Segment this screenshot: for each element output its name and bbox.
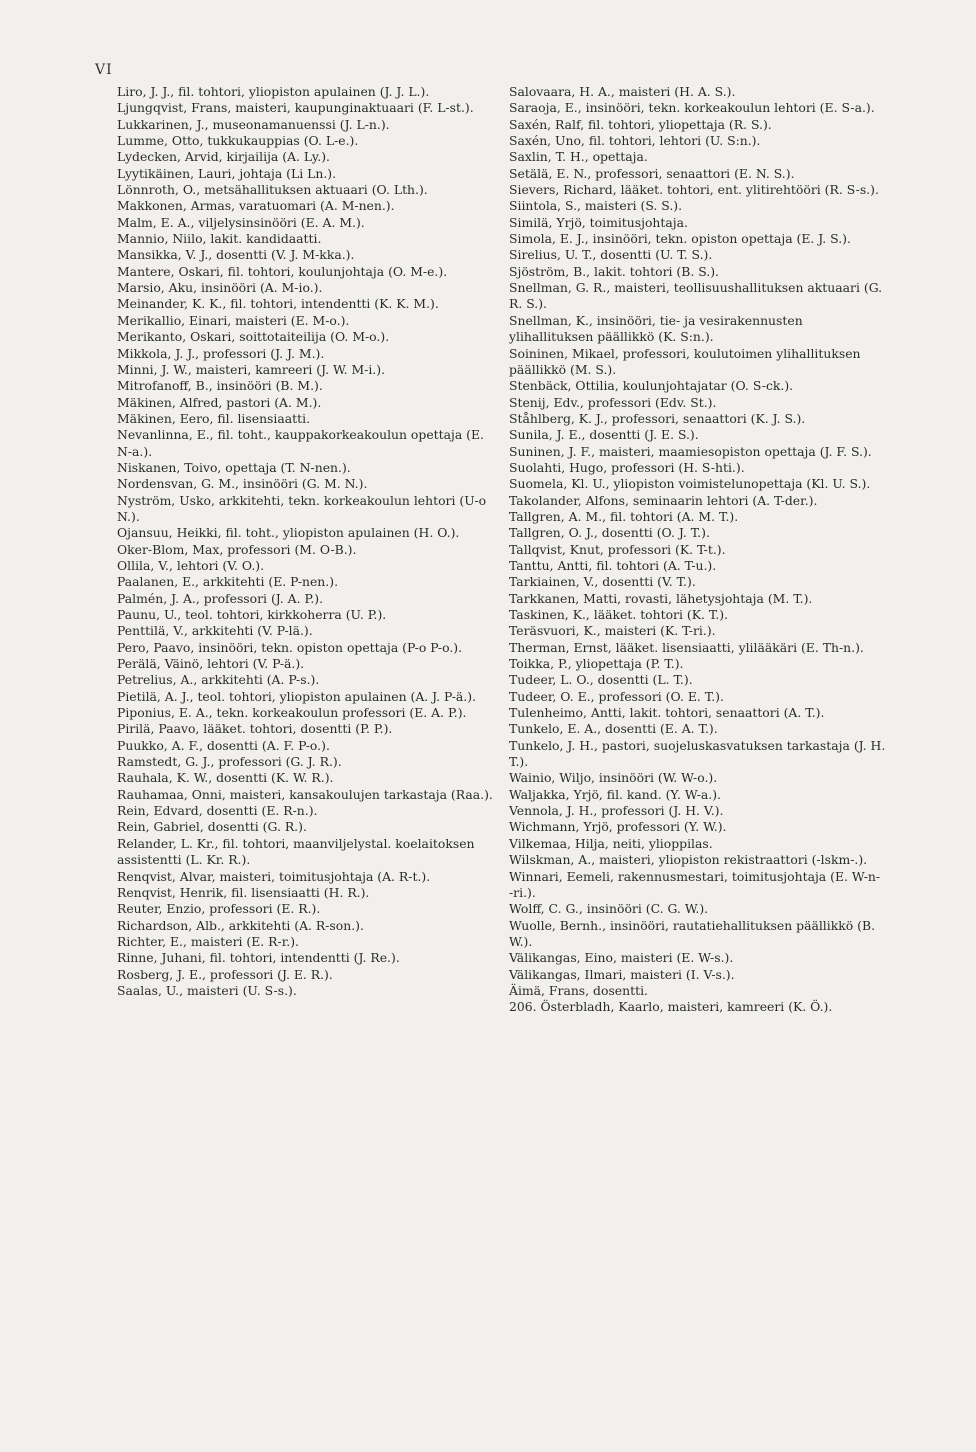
directory-entry: Sjöström, B., lakit. tohtori (B. S.).	[509, 263, 719, 279]
directory-entry: Lukkarinen, J., museonamanuenssi (J. L-n.).	[117, 116, 390, 132]
directory-entry: Rosberg, J. E., professori (J. E. R.).	[117, 966, 333, 982]
directory-entry: Lumme, Otto, tukkukauppias (O. L-e.).	[117, 133, 359, 149]
right-column	[509, 84, 887, 1016]
directory-entry: Minni, J. W., maisteri, kamreeri (J. W. M-i.).	[117, 361, 386, 377]
directory-entry: Marsio, Aku, insinööri (A. M-io.).	[117, 280, 323, 296]
directory-entry: Mäkinen, Alfred, pastori (A. M.).	[117, 394, 322, 410]
directory-entry: Reuter, Enzio, professori (E. R.).	[117, 901, 321, 917]
directory-entry: Wuolle, Bernh., insinööri, rautatiehallituksen päällikkö (B. W.).	[509, 917, 876, 949]
directory-entry: Tunkelo, E. A., dosentti (E. A. T.).	[509, 721, 718, 737]
directory-entry: Tudeer, L. O., dosentti (L. T.).	[509, 672, 693, 688]
directory-entry: Wolff, C. G., insinööri (C. G. W.).	[509, 901, 709, 917]
directory-entry: Penttilä, V., arkkitehti (V. P-lä.).	[117, 623, 313, 639]
directory-entry: Takolander, Alfons, seminaarin lehtori (A. T-der.).	[509, 492, 818, 508]
directory-entry: Stenbäck, Ottilia, koulunjohtajatar (O. S-ck.).	[509, 378, 794, 394]
directory-entry: Renqvist, Alvar, maisteri, toimitusjohtaja (A. R-t.).	[117, 868, 431, 884]
directory-entry: Nordensvan, G. M., insinööri (G. M. N.).	[117, 476, 368, 492]
directory-entry: Tarkiainen, V., dosentti (V. T.).	[509, 574, 696, 590]
directory-entry: Wainio, Wiljo, insinööri (W. W-o.).	[509, 770, 718, 786]
directory-entry: Snellman, G. R., maisteri, teollisuushallituksen aktuaari (G. R. S.).	[509, 280, 883, 312]
directory-entry: Rein, Edvard, dosentti (E. R-n.).	[117, 803, 318, 819]
directory-entry: Tarkkanen, Matti, rovasti, lähetysjohtaja (M. T.).	[509, 590, 813, 606]
directory-entry: Tallqvist, Knut, professori (K. T-t.).	[509, 541, 726, 557]
directory-entry: Suolahti, Hugo, professori (H. S-hti.).	[509, 459, 745, 475]
directory-entry: Mantere, Oskari, fil. tohtori, koulunjohtaja (O. M-e.).	[117, 263, 448, 279]
directory-entry: Mansikka, V. J., dosentti (V. J. M-kka.).	[117, 247, 355, 263]
directory-entry: Ollila, V., lehtori (V. O.).	[117, 557, 265, 573]
directory-entry: Sievers, Richard, lääket. tohtori, ent. ylitirehtööri (R. S-s.).	[509, 182, 879, 198]
directory-entry: Salovaara, H. A., maisteri (H. A. S.).	[509, 84, 736, 99]
directory-entry: Soininen, Mikael, professori, koulutoimen ylihallituksen päällikkö (M. S.).	[509, 345, 861, 377]
directory-entry: Waljakka, Yrjö, fil. kand. (Y. W-a.).	[509, 786, 721, 802]
directory-entry: Simola, E. J., insinööri, tekn. opiston opettaja (E. J. S.).	[509, 231, 851, 247]
directory-entry: Tanttu, Antti, fil. tohtori (A. T-u.).	[509, 557, 717, 573]
directory-entry: Tallgren, A. M., fil. tohtori (A. M. T.).	[509, 508, 739, 524]
directory-entry: Tallgren, O. J., dosentti (O. J. T.).	[509, 525, 710, 541]
directory-entry: Mitrofanoff, B., insinööri (B. M.).	[117, 378, 323, 394]
directory-entry: Oker-Blom, Max, professori (M. O-B.).	[117, 541, 357, 557]
directory-entry: 206. Österbladh, Kaarlo, maisteri, kamreeri (K. Ö.).	[509, 999, 833, 1015]
directory-entry: Lönnroth, O., metsähallituksen aktuaari (O. Lth.).	[117, 182, 428, 198]
directory-entry: Nevanlinna, E., fil. toht., kauppakorkeakoulun opettaja (E. N-a.).	[117, 427, 484, 459]
page-number: VI	[95, 62, 113, 78]
directory-entry: Perälä, Väinö, lehtori (V. P-ä.).	[117, 656, 305, 672]
directory-entry: Suomela, Kl. U., yliopiston voimistelunopettaja (Kl. U. S.).	[509, 476, 871, 492]
directory-entry: Vennola, J. H., professori (J. H. V.).	[509, 803, 724, 819]
directory-entry: Ramstedt, G. J., professori (G. J. R.).	[117, 754, 342, 770]
directory-entry: Tudeer, O. E., professori (O. E. T.).	[509, 688, 724, 704]
directory-entry: Piponius, E. A., tekn. korkeakoulun professori (E. A. P.).	[117, 705, 467, 721]
directory-entry: Mikkola, J. J., professori (J. J. M.).	[117, 345, 325, 361]
directory-entry: Lydecken, Arvid, kirjailija (A. Ly.).	[117, 149, 330, 165]
directory-entry: Nyström, Usko, arkkitehti, tekn. korkeakoulun lehtori (U-o N.).	[117, 492, 487, 524]
directory-entry: Stenij, Edv., professori (Edv. St.).	[509, 394, 717, 410]
directory-entry: Äimä, Frans, dosentti.	[509, 982, 648, 998]
directory-entry: Rauhala, K. W., dosentti (K. W. R.).	[117, 770, 334, 786]
directory-entry: Teräsvuori, K., maisteri (K. T-ri.).	[509, 623, 716, 639]
directory-entry: Winnari, Eemeli, rakennusmestari, toimitusjohtaja (E. W-n- -ri.).	[509, 868, 881, 900]
directory-entry: Tunkelo, J. H., pastori, suojeluskasvatuksen tarkastaja (J. H. T.).	[509, 737, 886, 770]
directory-entry: Sunila, J. E., dosentti (J. E. S.).	[509, 427, 699, 443]
directory-entry: Mannio, Niilo, lakit. kandidaatti.	[117, 231, 322, 247]
directory-entry: Similä, Yrjö, toimitusjohtaja.	[509, 214, 688, 230]
directory-entry: Vilkemaa, Hilja, neiti, ylioppilas.	[509, 835, 713, 851]
directory-entry: Ståhlberg, K. J., professori, senaattori (K. J. S.).	[509, 410, 806, 426]
directory-entry: Liro, J. J., fil. tohtori, yliopiston apulainen (J. J. L.).	[117, 84, 430, 99]
directory-entry: Pero, Paavo, insinööri, tekn. opiston opettaja (P-o P-o.).	[117, 639, 463, 655]
directory-entry: Saxén, Uno, fil. tohtori, lehtori (U. S:n.).	[509, 133, 761, 149]
directory-entry: Puukko, A. F., dosentti (A. F. P-o.).	[117, 737, 330, 753]
directory-entry: Mäkinen, Eero, fil. lisensiaatti.	[117, 410, 311, 426]
directory-entry: Richter, E., maisteri (E. R-r.).	[117, 933, 299, 949]
directory-entry: Merikallio, Einari, maisteri (E. M-o.).	[117, 312, 350, 328]
directory-entry: Tulenheimo, Antti, lakit. tohtori, senaattori (A. T.).	[509, 705, 825, 721]
directory-entry: Petrelius, A., arkkitehti (A. P-s.).	[117, 672, 320, 688]
directory-entry: Suninen, J. F., maisteri, maamiesopiston opettaja (J. F. S.).	[509, 443, 872, 459]
directory-entry: Välikangas, Ilmari, maisteri (I. V-s.).	[509, 966, 735, 982]
directory-entry: Renqvist, Henrik, fil. lisensiaatti (H. R.).	[117, 884, 370, 900]
directory-entry: Relander, L. Kr., fil. tohtori, maanviljelystal. koelaitoksen assistentti (L. Kr. R.).	[117, 835, 475, 868]
directory-entry: Setälä, E. N., professori, senaattori (E. N. S.).	[509, 165, 795, 181]
directory-entry: Pietilä, A. J., teol. tohtori, yliopiston apulainen (A. J. P-ä.).	[117, 688, 477, 704]
directory-entry: Siintola, S., maisteri (S. S.).	[509, 198, 683, 214]
directory-entry: Saxlin, T. H., opettaja.	[509, 149, 648, 165]
directory-entry: Ojansuu, Heikki, fil. toht., yliopiston apulainen (H. O.).	[117, 525, 460, 541]
directory-entry: Taskinen, K., lääket. tohtori (K. T.).	[509, 607, 729, 622]
left-column	[117, 84, 499, 999]
directory-entry: Saraoja, E., insinööri, tekn. korkeakoulun lehtori (E. S-a.).	[509, 100, 875, 116]
directory-entry: Richardson, Alb., arkkitehti (A. R-son.).	[117, 917, 364, 933]
directory-entry: Rinne, Juhani, fil. tohtori, intendentti (J. Re.).	[117, 950, 400, 966]
directory-entry: Wichmann, Yrjö, professori (Y. W.).	[509, 819, 727, 835]
directory-entry: Therman, Ernst, lääket. lisensiaatti, ylilääkäri (E. Th-n.).	[509, 639, 864, 655]
directory-entry: Rein, Gabriel, dosentti (G. R.).	[117, 819, 307, 835]
directory-entry: Wilskman, A., maisteri, yliopiston rekistraattori (-lskm-.).	[509, 852, 868, 868]
directory-entry: Meinander, K. K., fil. tohtori, intendentti (K. K. M.).	[117, 296, 439, 312]
directory-entry: Makkonen, Armas, varatuomari (A. M-nen.).	[117, 198, 395, 214]
directory-entry: Lyytikäinen, Lauri, johtaja (Li Ln.).	[117, 165, 337, 181]
directory-entry: Palmén, J. A., professori (J. A. P.).	[117, 590, 324, 606]
directory-entry: Paunu, U., teol. tohtori, kirkkoherra (U. P.).	[117, 607, 387, 622]
directory-entry: Toikka, P., yliopettaja (P. T.).	[509, 656, 684, 672]
directory-entry: Niskanen, Toivo, opettaja (T. N-nen.).	[117, 459, 351, 475]
directory-entry: Snellman, K., insinööri, tie- ja vesirakennusten ylihallituksen päällikkö (K. S:n.).	[509, 312, 803, 345]
directory-entry: Sirelius, U. T., dosentti (U. T. S.).	[509, 247, 713, 263]
directory-entry: Malm, E. A., viljelysinsinööri (E. A. M.).	[117, 214, 365, 230]
directory-entry: Rauhamaa, Onni, maisteri, kansakoulujen tarkastaja (Raa.).	[117, 786, 493, 802]
directory-entry: Pirilä, Paavo, lääket. tohtori, dosentti (P. P.).	[117, 721, 393, 737]
directory-entry: Saxén, Ralf, fil. tohtori, yliopettaja (R. S.).	[509, 116, 772, 132]
directory-entry: Ljungqvist, Frans, maisteri, kaupunginaktuaari (F. L-st.).	[117, 100, 474, 116]
directory-entry: Välikangas, Eino, maisteri (E. W-s.).	[509, 950, 734, 966]
directory-entry: Merikanto, Oskari, soittotaiteilija (O. M-o.).	[117, 329, 390, 345]
directory-entry: Saalas, U., maisteri (U. S-s.).	[117, 982, 297, 998]
directory-entry: Paalanen, E., arkkitehti (E. P-nen.).	[117, 574, 339, 590]
